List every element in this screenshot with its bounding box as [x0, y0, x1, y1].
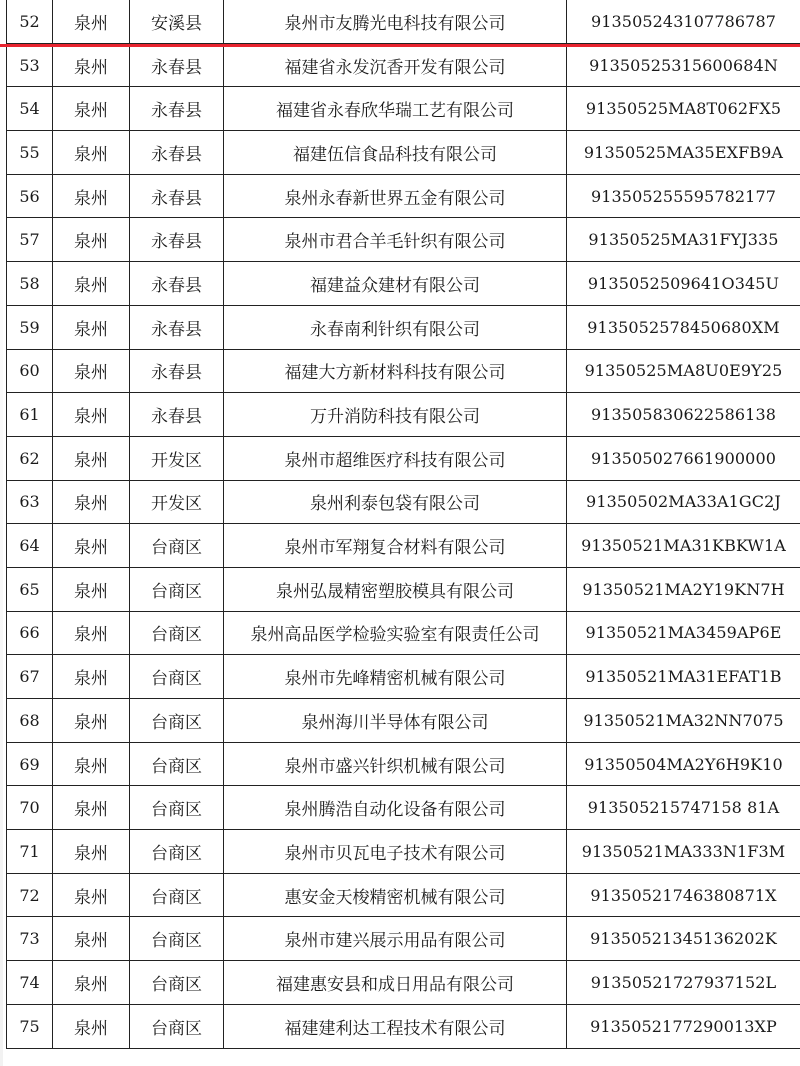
city-cell: 泉州 — [53, 0, 130, 43]
table-row — [7, 524, 800, 568]
credit-code-cell: 91350525MA8T062FX5 — [567, 87, 800, 131]
city-cell: 泉州 — [53, 43, 130, 87]
credit-code-cell: 91350521746380871X — [567, 873, 800, 917]
credit-code-cell: 91350502MA33A1GC2J — [567, 480, 800, 524]
county-cell: 永春县 — [130, 174, 224, 218]
county-cell: 台商区 — [130, 1004, 224, 1048]
table-row — [7, 917, 800, 961]
county-cell: 永春县 — [130, 43, 224, 87]
company-name-cell: 泉州市盛兴针织机械有限公司 — [224, 742, 567, 786]
county-cell: 台商区 — [130, 961, 224, 1005]
row-number: 57 — [7, 218, 53, 262]
county-cell: 台商区 — [130, 567, 224, 611]
city-cell: 泉州 — [53, 393, 130, 437]
credit-code-cell: 91350521MA31EFAT1B — [567, 655, 800, 699]
row-number: 56 — [7, 174, 53, 218]
company-name-cell: 福建省永发沉香开发有限公司 — [224, 43, 567, 87]
company-name-cell: 永春南利针织有限公司 — [224, 305, 567, 349]
credit-code-cell: 91350525MA31FYJ335 — [567, 218, 800, 262]
row-number: 65 — [7, 567, 53, 611]
company-name-cell: 泉州弘晟精密塑胶模具有限公司 — [224, 567, 567, 611]
county-cell: 台商区 — [130, 524, 224, 568]
row-number: 59 — [7, 305, 53, 349]
county-cell: 台商区 — [130, 655, 224, 699]
county-cell: 台商区 — [130, 611, 224, 655]
credit-code-cell: 91350504MA2Y6H9K10 — [567, 742, 800, 786]
county-cell: 开发区 — [130, 436, 224, 480]
company-name-cell: 泉州市先峰精密机械有限公司 — [224, 655, 567, 699]
credit-code-cell: 9135052509641O345U — [567, 262, 800, 306]
row-number: 74 — [7, 961, 53, 1005]
city-cell: 泉州 — [53, 699, 130, 743]
table-row — [7, 0, 800, 43]
city-cell: 泉州 — [53, 524, 130, 568]
credit-code-cell: 9135052177290013XP — [567, 1004, 800, 1048]
credit-code-cell: 9135052578450680XM — [567, 305, 800, 349]
company-name-cell: 福建省永春欣华瑞工艺有限公司 — [224, 87, 567, 131]
company-name-cell: 泉州市友腾光电科技有限公司 — [224, 0, 567, 43]
table-row — [7, 786, 800, 830]
city-cell: 泉州 — [53, 961, 130, 1005]
row-number: 73 — [7, 917, 53, 961]
company-name-cell: 福建大方新材料科技有限公司 — [224, 349, 567, 393]
table-row — [7, 567, 800, 611]
city-cell: 泉州 — [53, 174, 130, 218]
row-number: 52 — [7, 0, 53, 43]
row-number: 66 — [7, 611, 53, 655]
table-row — [7, 349, 800, 393]
county-cell: 永春县 — [130, 393, 224, 437]
company-table-body — [7, 0, 800, 1048]
credit-code-cell: 91350525315600684N — [567, 43, 800, 87]
table-row — [7, 131, 800, 175]
credit-code-cell: 91350521727937152L — [567, 961, 800, 1005]
company-name-cell: 泉州市军翔复合材料有限公司 — [224, 524, 567, 568]
credit-code-cell: 91350521MA3459AP6E — [567, 611, 800, 655]
table-row — [7, 961, 800, 1005]
credit-code-cell: 913505255595782177 — [567, 174, 800, 218]
city-cell: 泉州 — [53, 349, 130, 393]
county-cell: 台商区 — [130, 830, 224, 874]
company-table — [6, 0, 800, 1049]
city-cell: 泉州 — [53, 611, 130, 655]
row-number: 68 — [7, 699, 53, 743]
row-number: 67 — [7, 655, 53, 699]
company-name-cell: 泉州利泰包袋有限公司 — [224, 480, 567, 524]
county-cell: 永春县 — [130, 305, 224, 349]
city-cell: 泉州 — [53, 87, 130, 131]
table-row — [7, 1004, 800, 1048]
city-cell: 泉州 — [53, 786, 130, 830]
company-name-cell: 万升消防科技有限公司 — [224, 393, 567, 437]
table-row — [7, 611, 800, 655]
county-cell: 永春县 — [130, 131, 224, 175]
table-row — [7, 655, 800, 699]
row-number: 70 — [7, 786, 53, 830]
city-cell: 泉州 — [53, 218, 130, 262]
credit-code-cell: 913505215747158 81A — [567, 786, 800, 830]
table-row — [7, 873, 800, 917]
county-cell: 永春县 — [130, 349, 224, 393]
city-cell: 泉州 — [53, 480, 130, 524]
page-edge — [0, 0, 3, 1066]
county-cell: 永春县 — [130, 87, 224, 131]
credit-code-cell: 91350521MA32NN7075 — [567, 699, 800, 743]
table-row — [7, 218, 800, 262]
credit-code-cell: 91350521MA333N1F3M — [567, 830, 800, 874]
row-number: 71 — [7, 830, 53, 874]
credit-code-cell: 913505830622586138 — [567, 393, 800, 437]
company-name-cell: 惠安金天梭精密机械有限公司 — [224, 873, 567, 917]
row-number: 58 — [7, 262, 53, 306]
row-number: 64 — [7, 524, 53, 568]
credit-code-cell: 913505027661900000 — [567, 436, 800, 480]
row-number: 75 — [7, 1004, 53, 1048]
table-row — [7, 436, 800, 480]
row-number: 63 — [7, 480, 53, 524]
table-row — [7, 262, 800, 306]
company-name-cell: 泉州高品医学检验实验室有限责任公司 — [224, 611, 567, 655]
credit-code-cell: 91350521MA2Y19KN7H — [567, 567, 800, 611]
table-row — [7, 480, 800, 524]
credit-code-cell: 91350521345136202K — [567, 917, 800, 961]
city-cell: 泉州 — [53, 131, 130, 175]
row-number: 61 — [7, 393, 53, 437]
company-name-cell: 福建益众建材有限公司 — [224, 262, 567, 306]
city-cell: 泉州 — [53, 436, 130, 480]
row-number: 54 — [7, 87, 53, 131]
table-row — [7, 830, 800, 874]
city-cell: 泉州 — [53, 655, 130, 699]
company-name-cell: 泉州市超维医疗科技有限公司 — [224, 436, 567, 480]
credit-code-cell: 913505243107786787 — [567, 0, 800, 43]
table-row — [7, 174, 800, 218]
company-name-cell: 泉州腾浩自动化设备有限公司 — [224, 786, 567, 830]
company-name-cell: 泉州永春新世界五金有限公司 — [224, 174, 567, 218]
row-number: 69 — [7, 742, 53, 786]
credit-code-cell: 91350525MA8U0E9Y25 — [567, 349, 800, 393]
row-number: 62 — [7, 436, 53, 480]
row-number: 55 — [7, 131, 53, 175]
row-number: 53 — [7, 43, 53, 87]
county-cell: 永春县 — [130, 218, 224, 262]
county-cell: 台商区 — [130, 786, 224, 830]
county-cell: 台商区 — [130, 873, 224, 917]
table-row — [7, 699, 800, 743]
county-cell: 永春县 — [130, 262, 224, 306]
company-name-cell: 福建伍信食品科技有限公司 — [224, 131, 567, 175]
company-name-cell: 泉州市建兴展示用品有限公司 — [224, 917, 567, 961]
table-row — [7, 43, 800, 87]
table-row — [7, 87, 800, 131]
table-row — [7, 305, 800, 349]
company-name-cell: 福建建利达工程技术有限公司 — [224, 1004, 567, 1048]
city-cell: 泉州 — [53, 830, 130, 874]
city-cell: 泉州 — [53, 1004, 130, 1048]
city-cell: 泉州 — [53, 873, 130, 917]
company-table-sheet — [6, 0, 800, 1049]
city-cell: 泉州 — [53, 262, 130, 306]
company-name-cell: 泉州市君合羊毛针织有限公司 — [224, 218, 567, 262]
city-cell: 泉州 — [53, 742, 130, 786]
county-cell: 台商区 — [130, 699, 224, 743]
company-name-cell: 泉州市贝瓦电子技术有限公司 — [224, 830, 567, 874]
city-cell: 泉州 — [53, 917, 130, 961]
table-row — [7, 742, 800, 786]
county-cell: 台商区 — [130, 742, 224, 786]
row-number: 72 — [7, 873, 53, 917]
highlight-line — [0, 44, 800, 47]
credit-code-cell: 91350525MA35EXFB9A — [567, 131, 800, 175]
row-number: 60 — [7, 349, 53, 393]
county-cell: 开发区 — [130, 480, 224, 524]
credit-code-cell: 91350521MA31KBKW1A — [567, 524, 800, 568]
company-name-cell: 泉州海川半导体有限公司 — [224, 699, 567, 743]
county-cell: 安溪县 — [130, 0, 224, 43]
county-cell: 台商区 — [130, 917, 224, 961]
company-name-cell: 福建惠安县和成日用品有限公司 — [224, 961, 567, 1005]
city-cell: 泉州 — [53, 567, 130, 611]
table-row — [7, 393, 800, 437]
city-cell: 泉州 — [53, 305, 130, 349]
